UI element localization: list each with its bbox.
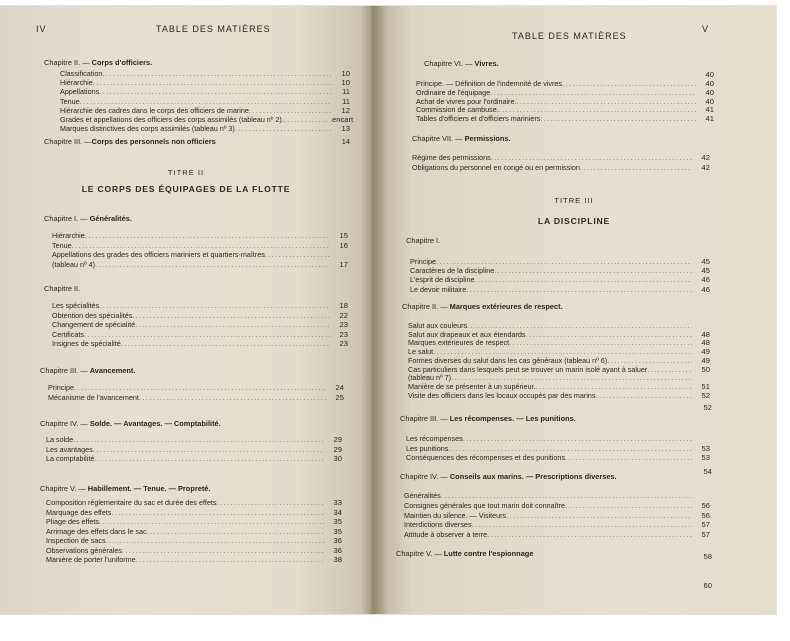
toc-entry-label: Achat de vivres pour l'ordinaire. [416, 96, 517, 106]
right-page [372, 6, 776, 614]
toc-entry [404, 500, 710, 510]
toc-entry-page: 40 [705, 87, 714, 97]
leader-dots [466, 285, 692, 294]
toc-entry-label: Marquage des effets [46, 507, 112, 517]
toc-entry-label: Généralités [404, 491, 441, 500]
toc-entry [48, 382, 344, 392]
toc-entry-label: Marques extérieures de respect [408, 338, 510, 348]
toc-entry-page: 11 [342, 87, 350, 97]
leader-dots [121, 339, 330, 348]
toc-entry-page: encart [332, 115, 354, 124]
chapter-title: Généralités. [89, 214, 132, 223]
leader-dots [487, 530, 692, 539]
toc-entry-page: 24 [335, 383, 344, 392]
toc-entry-page: 48 [701, 338, 710, 348]
chapter-number: Chapitre V. — [40, 484, 88, 493]
toc-entry-label: Consignes générales que tout marin doit connaître [404, 500, 566, 510]
toc-entry-page: 29 [333, 444, 342, 454]
chapter-heading [402, 302, 563, 311]
chapter-heading [396, 549, 533, 558]
leader-dots [94, 454, 324, 463]
toc-entry [46, 434, 342, 444]
toc-entry-page: 29 [333, 435, 342, 444]
toc-entry-label: Cas particuliers dans lesquels peut se trouver un marin isolé ayant à saluer [408, 364, 648, 374]
toc-entry [46, 535, 342, 545]
toc-entry [46, 507, 342, 517]
toc-entry-label: Changement de spécialité [52, 320, 136, 329]
toc-entry-label: Mécanisme de l'avancement [48, 392, 139, 402]
toc-entry-label: Hiérarchie des cadres dans le corps des officiers de marine [60, 105, 249, 115]
chapter-number: Chapitre VII. — [412, 134, 465, 143]
toc-entry-page: 45 [701, 257, 710, 266]
right-running-header: TABLE DES MATIÈRES [512, 31, 627, 41]
chapter-number: Chapitre II. — [402, 302, 450, 311]
toc-entry-page: 56 [701, 510, 710, 520]
toc-entry-page: 23 [339, 339, 348, 348]
toc-entry-label: Les spécialités [52, 301, 100, 310]
toc-entry-page: 57 [701, 520, 710, 530]
chapter-title: Vivres. [474, 59, 499, 68]
leader-dots [218, 137, 330, 146]
toc-entry-label: Tables d'officiers et d'officiers mariniers [416, 114, 541, 124]
toc-entry-page: 46 [701, 284, 710, 294]
toc-entry [406, 443, 710, 453]
toc-entry [408, 390, 710, 400]
toc-entry-label: Insignes de spécialité [52, 339, 121, 348]
toc-entry-label: Attitude à observer à terre [404, 530, 488, 540]
toc-entry-label: Marques distinctives des corps assimilés (tableau nº 3) [60, 124, 235, 134]
chapter-number: Chapitre III. — [44, 137, 92, 146]
toc-entry-page: 49 [701, 347, 710, 357]
toc-entry-label: Salut aux couleurs [408, 321, 468, 330]
toc-entry-page: 49 [701, 355, 710, 365]
chapter-title: Solde. — Avantages. — Comptabilité. [89, 419, 221, 428]
toc-entry [46, 444, 342, 454]
toc-entry-label: Commission de cambuse. [416, 105, 499, 115]
toc-entry-page: 13 [341, 124, 350, 134]
toc-entry [416, 113, 714, 123]
toc-entry [52, 338, 348, 348]
toc-entry-page: 12 [341, 105, 350, 115]
toc-entry-label: Manière de se présenter à un supérieur. [408, 381, 536, 391]
toc-entry-label: Manière de porter l'uniforme [46, 555, 136, 564]
toc-entry-page: 38 [333, 555, 342, 564]
toc-entry-label: Régime des permissions [412, 153, 491, 162]
toc-entry [46, 526, 342, 536]
toc-entry-label: Principe. — Définition de l'indemnité de vivres [416, 79, 562, 88]
toc-entry [406, 452, 710, 462]
chapter-heading [44, 214, 132, 223]
leader-dots [580, 163, 692, 172]
chapter-number: Chapitre II. [44, 284, 81, 293]
toc-entry [46, 554, 342, 564]
toc-entry [52, 240, 348, 250]
toc-entry-page: 30 [333, 454, 342, 463]
toc-entry [406, 433, 710, 443]
toc-entry-label: Visite des officiers dans les locaux occupés par des marins [408, 390, 596, 400]
chapter-title: Marques extérieures de respect. [449, 302, 563, 311]
toc-entry-label: Pliage des effets [46, 517, 100, 526]
chapter-heading [400, 414, 576, 423]
toc-entry-label: Classification [60, 69, 103, 78]
toc-entry-page: 53 [701, 443, 710, 453]
toc-entry-label: (tableau nº 7) [408, 373, 451, 383]
chapter-heading [424, 59, 499, 68]
toc-entry-page: 40 [705, 96, 714, 106]
toc-entry [404, 529, 710, 539]
part-title: LA DISCIPLINE [537, 216, 611, 226]
chapter-heading [406, 236, 440, 245]
chapter-number: Chapitre IV. — [400, 472, 450, 481]
page-ref: 58 [703, 552, 712, 561]
page-ref: 54 [703, 467, 712, 476]
toc-entry-page: 23 [339, 320, 348, 329]
toc-entry-label: La solde [46, 435, 74, 444]
toc-entry-page: 33 [333, 498, 342, 507]
toc-entry-label: Certificats [52, 329, 84, 339]
toc-entry-label: Ordinaire de l'équipage [416, 87, 491, 97]
chapter-title: Corps des personnels non officiers [91, 137, 216, 146]
toc-entry-label: Grades et appellations des officiers des corps assimilés (tableau nº 2). [60, 115, 284, 124]
toc-entry [404, 519, 710, 529]
chapter-title: Les récompenses. — Les punitions. [449, 414, 576, 423]
toc-entry-label: Les avantages [46, 444, 93, 454]
chapter-heading [40, 419, 221, 428]
leader-dots [95, 260, 330, 269]
toc-entry [52, 319, 348, 329]
toc-entry-label: Caractères de la discipline [410, 266, 495, 276]
toc-entry-label: Formes diverses du salut dans les cas généraux (tableau nº 6) [408, 355, 608, 365]
leader-dots [565, 453, 692, 462]
chapter-heading [44, 284, 80, 293]
left-page-number: IV [36, 24, 47, 34]
toc-entry-page: 53 [701, 453, 710, 462]
toc-entry-label: La comptabilité [46, 454, 95, 463]
toc-entry-label: Interdictions diverses [404, 520, 472, 530]
toc-entry-page: 10 [341, 78, 350, 88]
chapter-heading [40, 366, 135, 375]
toc-entry-page: 42 [701, 153, 710, 162]
toc-entry-page: 15 [339, 231, 348, 240]
part-title: LE CORPS DES ÉQUIPAGES DE LA FLOTTE [81, 184, 291, 194]
toc-entry-label: Composition réglementaire du sac et durée des effets [46, 498, 217, 507]
toc-entry-label: Salut aux drapeaux et aux étendards [408, 329, 526, 339]
toc-entry-page: 35 [333, 517, 342, 526]
leader-dots [596, 391, 692, 400]
toc-entry-page: 34 [333, 507, 342, 517]
toc-entry-page: 45 [701, 266, 710, 276]
toc-entry-page: 11 [342, 96, 350, 106]
chapter-number: Chapitre III. — [40, 366, 90, 375]
leader-dots [506, 511, 692, 520]
toc-entry [46, 545, 342, 555]
toc-entry-label: Conséquences des récompenses et des punitions [406, 453, 566, 462]
toc-entry-page: 25 [335, 392, 344, 402]
toc-entry-label: Hiérarchie [52, 231, 85, 240]
toc-entry-label: Appellations des grades des officiers mariniers et quartiers-maîtres [52, 250, 265, 259]
toc-entry-page: 41 [705, 114, 714, 124]
toc-entry-page: 17 [339, 259, 348, 269]
toc-entry [52, 310, 348, 320]
toc-entry-page: 16 [339, 240, 348, 250]
toc-entry [48, 392, 344, 402]
toc-entry [410, 284, 710, 294]
toc-entry-label: Les récompenses [406, 434, 463, 443]
toc-entry-page: 10 [341, 69, 350, 78]
toc-entry-page: 48 [701, 329, 710, 339]
toc-entry-label: Obtention des spécialités [52, 310, 133, 320]
chapter-number: Chapitre II. — [44, 58, 92, 67]
toc-entry-label: Obligations du personnel en congé ou en permission [412, 162, 580, 172]
right-page-number: V [702, 24, 710, 34]
part-label: TITRE II [167, 168, 205, 177]
toc-entry-page: 41 [705, 105, 714, 115]
toc-entry-label: L'esprit de discipline [410, 275, 475, 285]
toc-entry-page: 36 [333, 536, 342, 545]
chapter-number: Chapitre V. — [396, 549, 444, 558]
toc-entry-label: Inspection de sacs [46, 536, 106, 545]
toc-entry-page: 23 [339, 329, 348, 339]
right-page-content [372, 6, 776, 614]
left-page [0, 6, 372, 614]
toc-entry-label: Principe [410, 257, 436, 266]
page-ref: 52 [703, 403, 712, 412]
leader-dots [136, 555, 324, 564]
leader-dots [472, 520, 692, 529]
toc-entry-label: Les punitions [406, 443, 449, 453]
chapter-number: Chapitre VI. — [424, 59, 475, 68]
book-spine-shadow [360, 6, 388, 614]
chapter-title: Avancement. [89, 366, 136, 375]
toc-entry-label: Le salut [408, 347, 434, 357]
chapter-heading [412, 134, 511, 143]
page-ref: 60 [703, 581, 712, 590]
toc-entry [52, 300, 348, 310]
toc-entry-page: 18 [339, 301, 348, 310]
chapter-title: Habillement. — Tenue. — Propreté. [87, 484, 211, 493]
toc-entry [46, 497, 342, 507]
toc-entry [46, 516, 342, 526]
left-running-header: TABLE DES MATIÈRES [156, 24, 271, 34]
toc-entry [404, 490, 710, 500]
chapter-heading [400, 472, 617, 481]
toc-entry-page: 35 [333, 526, 342, 536]
toc-entry-page: 52 [701, 390, 710, 400]
toc-entry-label: Appellations [60, 87, 100, 97]
toc-entry [412, 162, 710, 172]
toc-entry-label: Maintien du silence. — Visiteurs [404, 510, 507, 520]
toc-entry-label: Hiérarchie [60, 78, 93, 88]
toc-entry-page: 56 [701, 500, 710, 510]
toc-entry-page: 46 [701, 275, 710, 285]
leader-dots [235, 124, 332, 133]
toc-entry-label: Tenue [52, 240, 72, 250]
toc-entry-page: 42 [701, 162, 710, 172]
toc-entry-page: 50 [701, 364, 710, 374]
chapter-title: Conseils aux marins. — Prescriptions diverses. [449, 472, 617, 481]
toc-entry [404, 510, 710, 520]
chapter-heading [40, 484, 210, 493]
page-ref: 40 [705, 70, 714, 79]
toc-entry [52, 249, 348, 259]
chapter-number: Chapitre I. [406, 236, 441, 245]
left-page-content [0, 6, 372, 614]
toc-entry-label: Tenue [60, 96, 80, 106]
toc-entry-page: 22 [339, 310, 348, 320]
toc-entry [46, 453, 342, 463]
chapter-heading [44, 137, 350, 146]
chapter-title: Permissions. [464, 134, 511, 143]
toc-entry-label: Principe [48, 383, 74, 392]
leader-dots [565, 501, 692, 510]
chapter-number: Chapitre III. — [400, 414, 450, 423]
chapter-heading [44, 58, 152, 67]
part-label: TITRE III [554, 196, 594, 205]
toc-entry-label: Observations générales [46, 545, 122, 555]
leader-dots [441, 491, 692, 500]
page-ref: 14 [341, 137, 350, 146]
toc-entry-page: 51 [701, 381, 710, 391]
chapter-number: Chapitre IV. — [40, 419, 90, 428]
chapter-number: Chapitre I. — [44, 214, 90, 223]
toc-entry [412, 152, 710, 162]
toc-entry [52, 230, 348, 240]
leader-dots [139, 393, 326, 402]
toc-entry-label: Arrimage des effets dans le sac [46, 526, 147, 536]
toc-entry-label: Le devoir militaire [410, 284, 467, 294]
chapter-title: Corps d'officiers. [91, 58, 153, 67]
toc-entry [52, 329, 348, 339]
chapter-title: Lutte contre l'espionnage [443, 549, 534, 558]
toc-entry-page: 36 [333, 545, 342, 555]
toc-entry-page: 57 [701, 530, 710, 540]
leader-dots [540, 114, 696, 123]
toc-entry-page: 40 [705, 79, 714, 88]
toc-entry-label: (tableau nº 4) [52, 259, 95, 269]
toc-entry [52, 259, 348, 269]
toc-entry [60, 123, 350, 133]
